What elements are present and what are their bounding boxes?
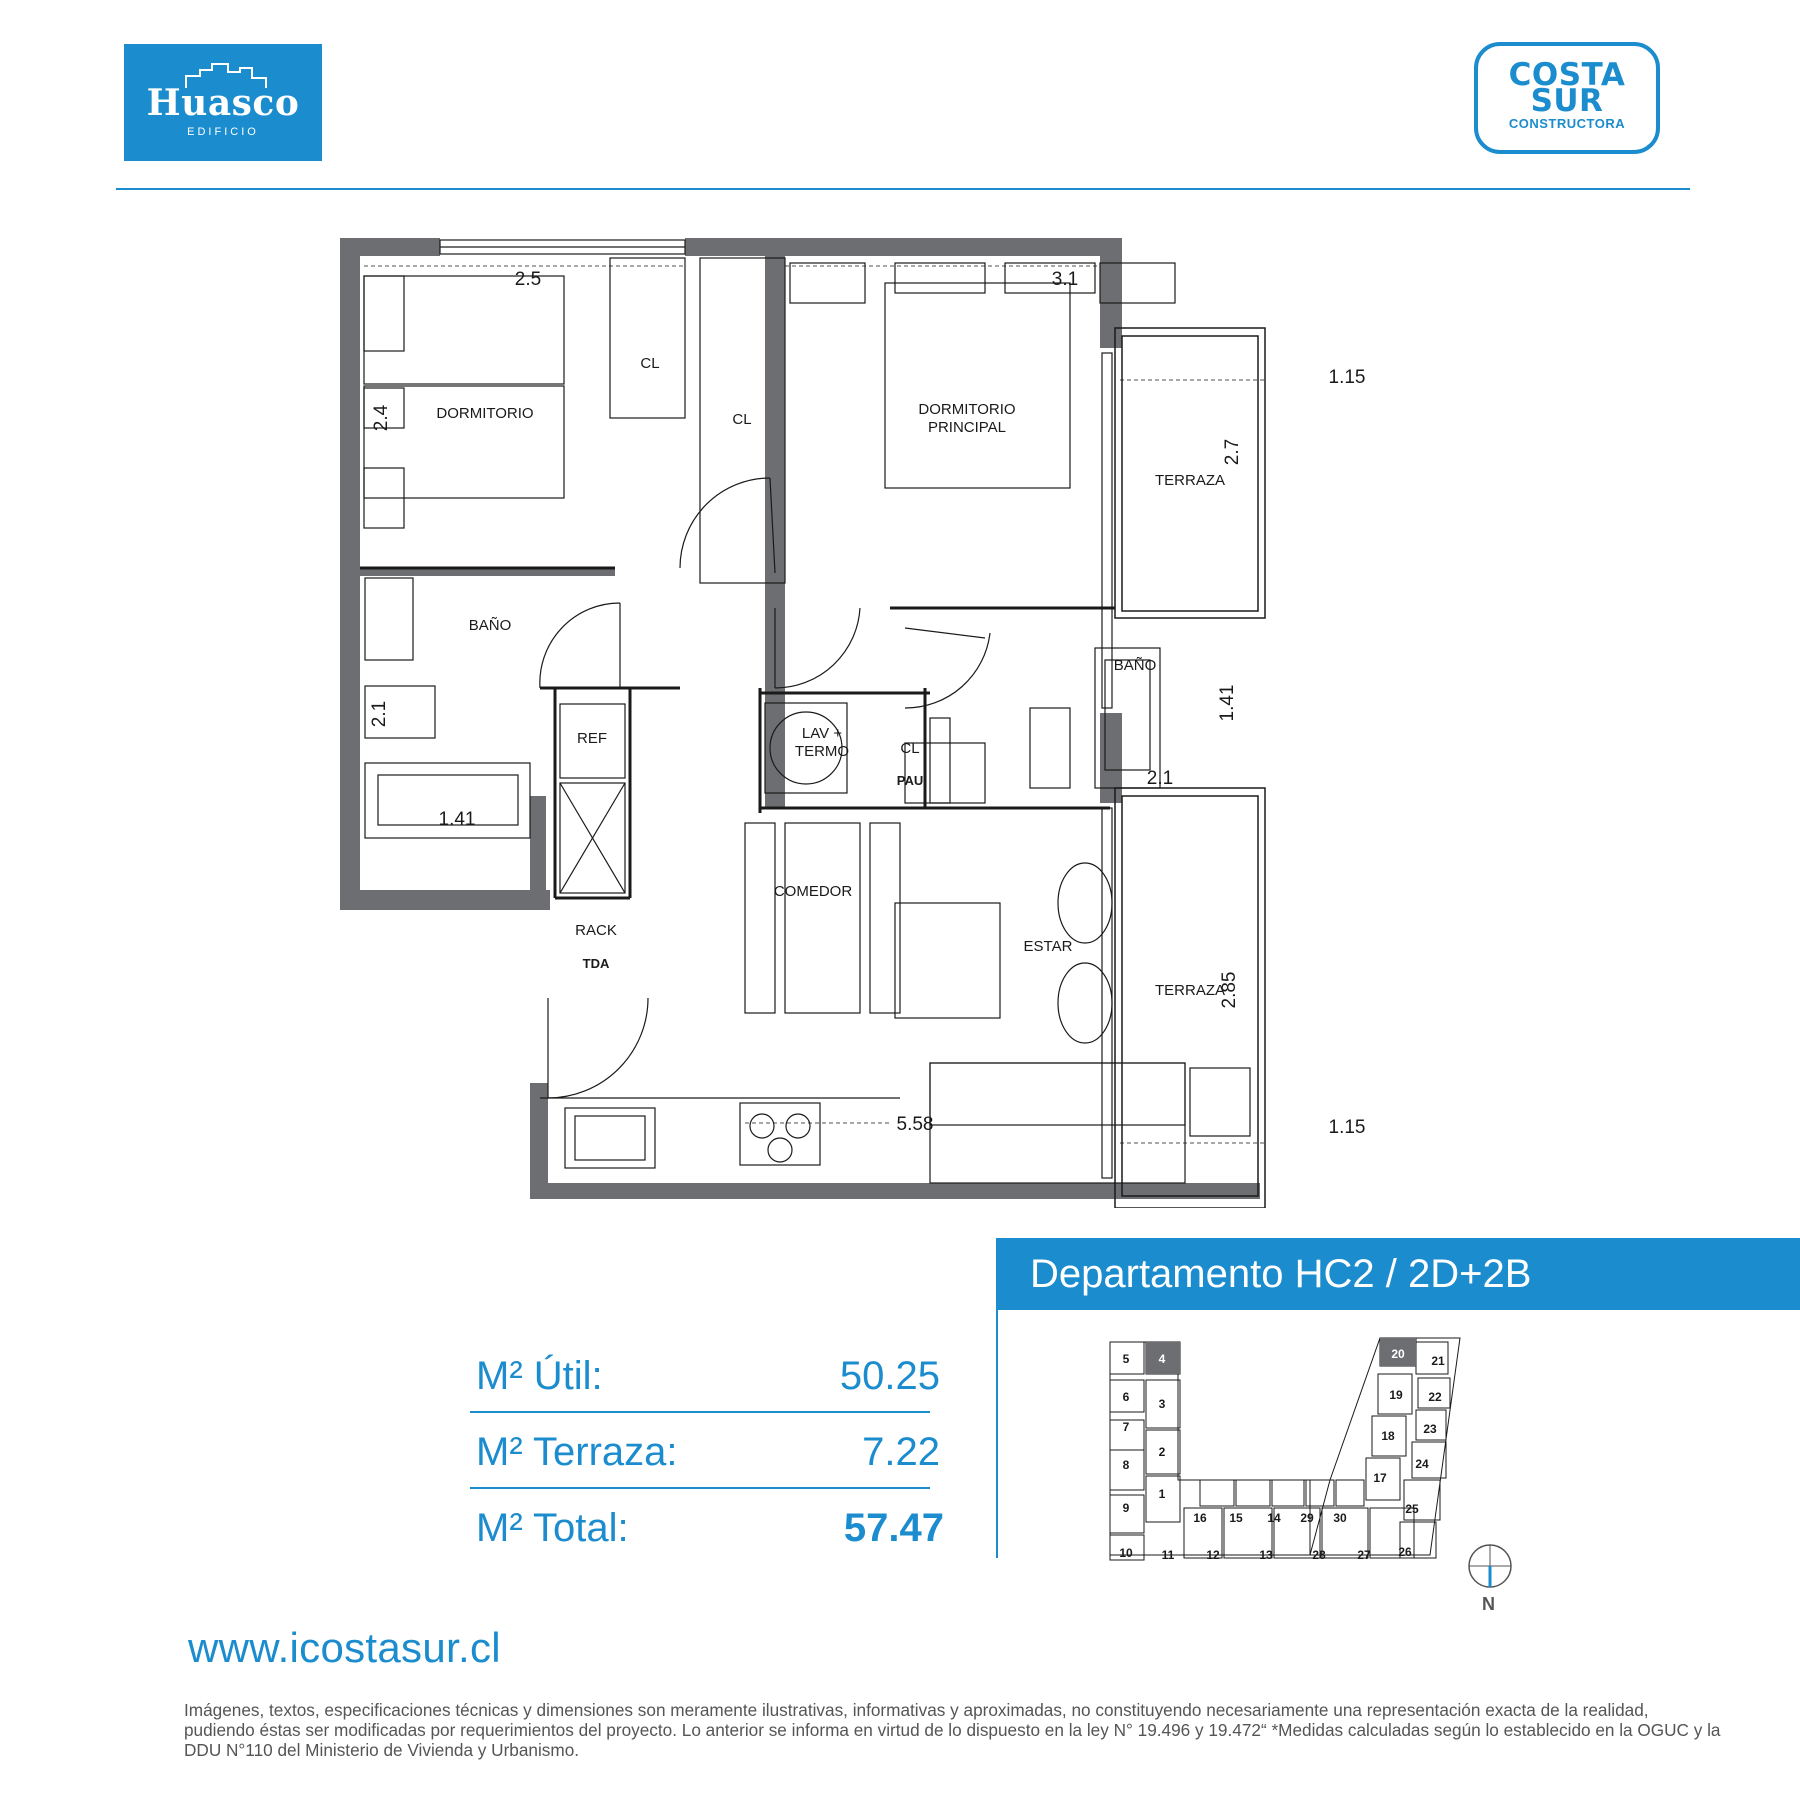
unit-22-label: 22 — [1428, 1390, 1442, 1404]
unit-23-label: 23 — [1423, 1422, 1437, 1436]
unit-2-label: 2 — [1158, 1445, 1166, 1459]
unit-9-label: 9 — [1122, 1501, 1130, 1515]
area-summary — [470, 1346, 950, 1574]
unit-3-label: 3 — [1158, 1397, 1166, 1411]
dim-estar-depth: 2.85 — [1219, 971, 1240, 1009]
label-lav-termo-1: LAV + — [801, 725, 843, 742]
label-terraza-2: TERRAZA — [1154, 982, 1226, 999]
costa-sur-logo-line1: COSTA — [1508, 57, 1626, 93]
dim-bano1-width: 1.41 — [438, 809, 476, 830]
unit-25-label: 25 — [1405, 1502, 1419, 1516]
unit-8-label: 8 — [1122, 1458, 1130, 1472]
area-divider — [470, 1411, 930, 1413]
dim-bano2-depth: 1.41 — [1217, 684, 1238, 722]
dim-dormitorio-width: 2.5 — [514, 269, 542, 290]
unit-19-label: 19 — [1389, 1388, 1403, 1402]
area-label-util: M² Útil: — [476, 1354, 603, 1398]
unit-30-label: 30 — [1333, 1511, 1347, 1525]
huasco-logo-subtitle: EDIFICIO — [187, 126, 259, 138]
label-closet-1: CL — [640, 355, 660, 372]
label-bano-1: BAÑO — [468, 617, 512, 634]
label-dormitorio-principal-2: PRINCIPAL — [927, 419, 1007, 436]
plan-room-labels — [436, 355, 1225, 999]
label-rack: RACK — [575, 922, 617, 939]
label-dormitorio-principal-1: DORMITORIO — [918, 401, 1016, 418]
unit-12-label: 12 — [1206, 1548, 1220, 1562]
north-arrow-icon — [1466, 1542, 1514, 1590]
costa-sur-logo-line3: CONSTRUCTORA — [1508, 116, 1626, 131]
unit-14-label: 14 — [1267, 1511, 1281, 1525]
label-bano-2: BAÑO — [1113, 657, 1157, 674]
unit-28-label: 28 — [1312, 1548, 1326, 1562]
north-label: N — [1482, 1594, 1495, 1614]
building-key-map — [1100, 1330, 1520, 1600]
dim-living-width: 5.58 — [896, 1114, 934, 1135]
key-map-labels — [1119, 1347, 1445, 1562]
unit-17-label: 17 — [1373, 1471, 1387, 1485]
unit-26-label: 26 — [1398, 1545, 1412, 1559]
unit-16-label: 16 — [1193, 1511, 1207, 1525]
label-estar: ESTAR — [1023, 938, 1073, 955]
label-closet-2: CL — [732, 411, 752, 428]
legal-disclaimer: Imágenes, textos, especificaciones técnicas y dimensiones son meramente ilustrativas, informativas y aproximadas, no constituyendo necesariamente una representación exacta de la realidad, pudiendo éstas ser modificadas por requerimientos del proyecto. Lo anterior se informa en virtud de lo dispuesto en la ley N° 19.496 y 19.472“ *Medidas calculadas según lo establecido en la OGUC y la DDU N°110 del Ministerio de Vivienda y Urbanismo. — [184, 1700, 1721, 1760]
label-dormitorio: DORMITORIO — [436, 405, 534, 422]
unit-20-label: 20 — [1391, 1347, 1405, 1361]
area-row-util — [470, 1346, 950, 1422]
huasco-logo — [124, 44, 322, 161]
huasco-logo-name: Huasco — [146, 82, 300, 124]
label-tda: TDA — [582, 956, 610, 971]
floor-plan — [330, 228, 1480, 1208]
area-row-terraza — [470, 1422, 950, 1498]
unit-18-label: 18 — [1381, 1429, 1395, 1443]
unit-panel-divider — [996, 1310, 998, 1558]
unit-13-label: 13 — [1259, 1548, 1273, 1562]
unit-11-label: 11 — [1161, 1548, 1175, 1562]
area-value-util: 50.25 — [839, 1354, 940, 1398]
unit-1-label: 1 — [1158, 1487, 1166, 1501]
label-closet-3: CL — [900, 740, 920, 757]
unit-21-label: 21 — [1431, 1354, 1445, 1368]
dim-bano1-depth: 2.1 — [369, 700, 390, 728]
unit-4-label: 4 — [1158, 1352, 1166, 1366]
area-value-terraza: 7.22 — [862, 1430, 940, 1474]
label-ref: REF — [577, 730, 607, 747]
unit-24-label: 24 — [1415, 1457, 1429, 1471]
unit-7-label: 7 — [1122, 1420, 1130, 1434]
header-divider — [116, 188, 1690, 190]
website-link[interactable]: www.icostasur.cl — [188, 1624, 501, 1671]
costa-sur-logo-line2: SUR — [1530, 83, 1604, 119]
label-lav-termo-2: TERMO — [794, 743, 850, 760]
unit-title-banner: Departamento HC2 / 2D+2B — [996, 1238, 1800, 1310]
unit-27-label: 27 — [1357, 1548, 1371, 1562]
area-label-total: M² Total: — [476, 1506, 629, 1550]
unit-10-label: 10 — [1119, 1546, 1133, 1560]
label-terraza-1: TERRAZA — [1154, 472, 1226, 489]
area-row-total — [470, 1498, 950, 1574]
dim-terraza-top: 1.15 — [1328, 367, 1366, 388]
costa-sur-logo — [1474, 42, 1660, 154]
unit-5-label: 5 — [1122, 1352, 1130, 1366]
dim-principal-width: 3.1 — [1051, 269, 1079, 290]
unit-29-label: 29 — [1300, 1511, 1314, 1525]
plan-dimension-lines — [364, 266, 1265, 1143]
plan-dimension-values — [369, 269, 1365, 1138]
dim-bano2-width: 2.1 — [1146, 768, 1174, 789]
dim-principal-depth: 2.7 — [1222, 438, 1243, 466]
area-label-terraza: M² Terraza: — [476, 1430, 678, 1474]
dim-dormitorio-depth: 2.4 — [371, 404, 392, 432]
area-value-total: 57.47 — [843, 1506, 944, 1550]
key-map-highlights — [1146, 1338, 1416, 1374]
area-divider — [470, 1487, 930, 1489]
label-comedor: COMEDOR — [773, 883, 853, 900]
dim-terraza-bottom: 1.15 — [1328, 1117, 1366, 1138]
label-pau: PAU — [896, 773, 924, 788]
unit-6-label: 6 — [1122, 1390, 1130, 1404]
unit-15-label: 15 — [1229, 1511, 1243, 1525]
